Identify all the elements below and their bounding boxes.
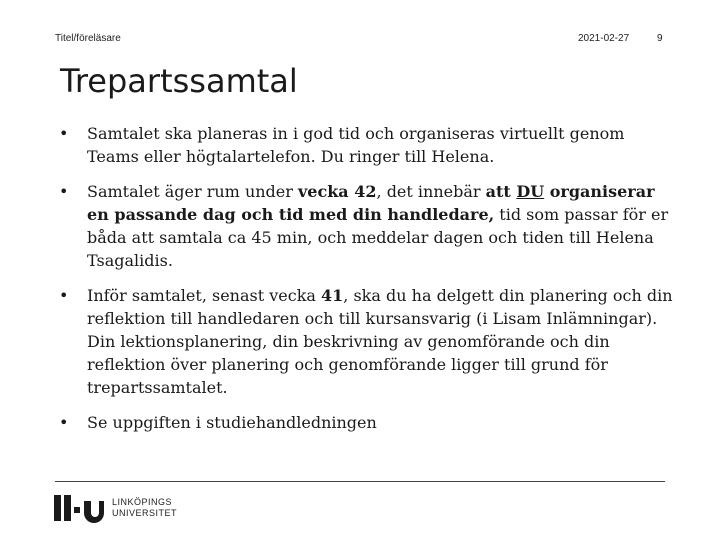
bullet-text: , det innebär bbox=[376, 182, 486, 201]
bullet-item bbox=[55, 180, 675, 272]
bullet-icon: • bbox=[59, 286, 69, 305]
bullet-text: tid som passar för er båda att samtala ca 45 min, och meddelar dagen och tiden till Helena Tsagalidis. bbox=[87, 205, 669, 270]
bullet-list bbox=[55, 122, 675, 446]
logo-wordmark bbox=[112, 497, 177, 519]
bullet-icon: • bbox=[59, 182, 69, 201]
university-logo bbox=[54, 492, 177, 524]
bullet-text: Samtalet äger rum under bbox=[87, 182, 298, 201]
slide-title: Trepartssamtal bbox=[60, 62, 298, 100]
bullet-emphasis: 41 bbox=[321, 286, 344, 305]
bullet-emphasis: vecka 42 bbox=[298, 182, 377, 201]
bullet-emphasis-underlined: DU bbox=[516, 182, 545, 201]
bullet-icon: • bbox=[59, 124, 69, 143]
logo-line-1: LINKÖPINGS bbox=[112, 497, 173, 507]
bullet-text: Inför samtalet, senast vecka bbox=[87, 286, 322, 305]
page-number: 9 bbox=[657, 33, 663, 44]
bullet-emphasis: att bbox=[485, 182, 517, 201]
bullet-icon: • bbox=[59, 413, 69, 432]
bullet-item bbox=[55, 122, 675, 168]
slide-date: 2021-02-27 bbox=[578, 33, 630, 44]
bullet-item bbox=[55, 284, 675, 399]
logo-line-2: UNIVERSITET bbox=[112, 508, 178, 518]
bullet-emphasis: organiserar en passande dag och tid med din handledare, bbox=[87, 182, 655, 224]
bullet-text: Se uppgiften i studiehandledningen bbox=[87, 413, 377, 432]
presenter-label: Titel/föreläsare bbox=[55, 33, 121, 44]
bullet-text: , ska du ha delgett din planering och din reflektion till handledaren och till kursansvarig (i Lisam Inlämningar). Din lektionsplanering, din beskrivning av genomförande och din reflektion över planering och genomförande ligger till grund för trepartssamtalet. bbox=[87, 286, 673, 397]
bullet-text: Samtalet ska planeras in i god tid och organiseras virtuellt genom Teams eller högtalartelefon. Du ringer till Helena. bbox=[87, 124, 625, 166]
footer-divider bbox=[55, 481, 665, 482]
bullet-item bbox=[55, 411, 675, 434]
liu-logo-icon bbox=[54, 493, 104, 523]
